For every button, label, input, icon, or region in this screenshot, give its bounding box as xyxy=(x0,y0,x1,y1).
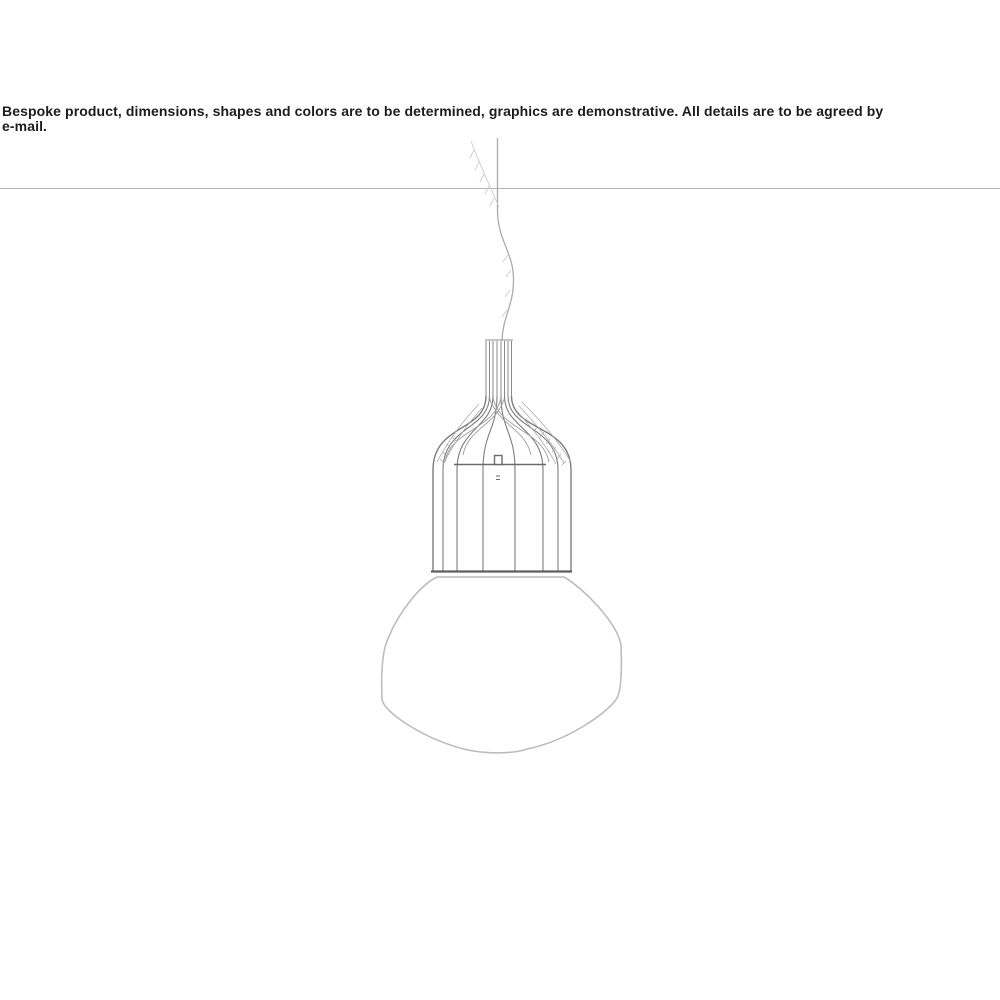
socket-screw-mark xyxy=(496,476,500,480)
glass-diffuser xyxy=(382,577,622,753)
suspension-cord-icon xyxy=(470,138,514,340)
flare-swirl-detail xyxy=(437,402,571,465)
disclaimer-line-2: e-mail. xyxy=(2,118,48,134)
wire-cage xyxy=(433,396,571,571)
socket xyxy=(454,456,546,480)
cord-twist-icon xyxy=(470,141,511,317)
wire-neck xyxy=(485,340,513,397)
disclaimer-line-1: Bespoke product, dimensions, shapes and colors are to be determined, graphics are demonstrative. All details are to be agreed by xyxy=(2,103,884,119)
